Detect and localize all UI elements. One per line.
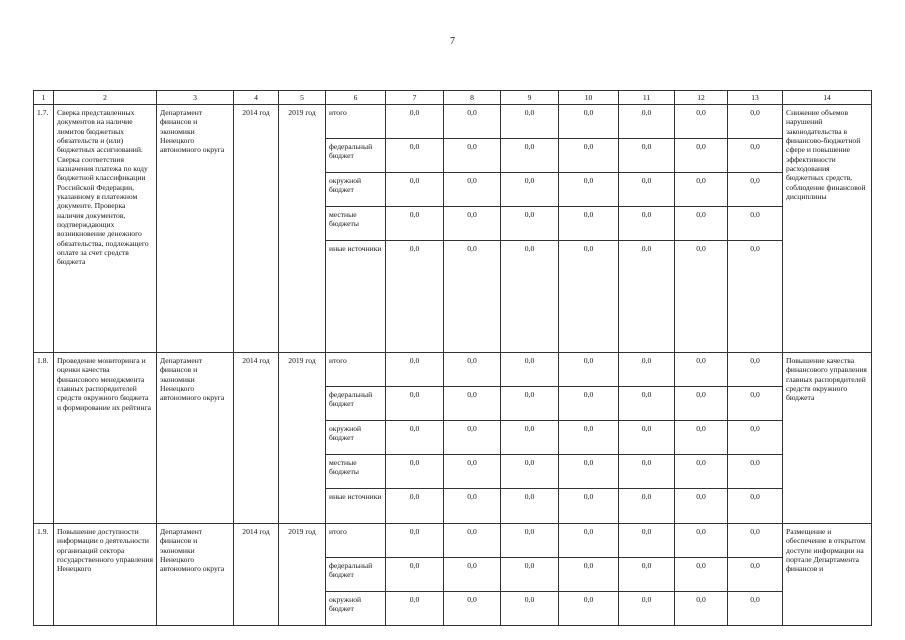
value-cell: 0,0 bbox=[675, 455, 728, 489]
value-cell: 0,0 bbox=[728, 353, 783, 387]
value-cell: 0,0 bbox=[728, 592, 783, 626]
value-cell: 0,0 bbox=[559, 455, 619, 489]
value-cell: 0,0 bbox=[675, 524, 728, 558]
value-cell: 0,0 bbox=[559, 241, 619, 353]
value-cell: 0,0 bbox=[386, 105, 444, 139]
value-cell: 0,0 bbox=[728, 207, 783, 241]
row-index: 1.9. bbox=[34, 524, 54, 626]
value-cell: 0,0 bbox=[444, 558, 501, 592]
end-year: 2019 год bbox=[279, 353, 326, 524]
activity-description: Проведение мониторинга и оценки качества финансового менеджмента главных распорядителей средств окружного бюджета и формирование их рейтинга bbox=[54, 353, 157, 524]
value-cell: 0,0 bbox=[559, 489, 619, 524]
value-cell: 0,0 bbox=[559, 173, 619, 207]
table-header bbox=[34, 91, 872, 105]
start-year: 2014 год bbox=[234, 105, 279, 353]
executor-cell: Департамент финансов и экономики Ненецкого автономного округа bbox=[157, 524, 234, 626]
column-header-14: 14 bbox=[783, 91, 872, 105]
value-cell: 0,0 bbox=[444, 173, 501, 207]
funding-source: иные источники bbox=[326, 489, 386, 524]
executor-cell: Департамент финансов и экономики Ненецкого автономного округа bbox=[157, 353, 234, 524]
expected-result: Размещение и обеспечение в открытом доступе информации на портале Департамента финансов и bbox=[783, 524, 872, 626]
value-cell: 0,0 bbox=[444, 421, 501, 455]
value-cell: 0,0 bbox=[501, 241, 559, 353]
value-cell: 0,0 bbox=[386, 139, 444, 173]
funding-source: итого bbox=[326, 524, 386, 558]
value-cell: 0,0 bbox=[619, 105, 675, 139]
column-header-13: 13 bbox=[728, 91, 783, 105]
row-index: 1.7. bbox=[34, 105, 54, 353]
row-index: 1.8. bbox=[34, 353, 54, 524]
column-header-3: 3 bbox=[157, 91, 234, 105]
value-cell: 0,0 bbox=[675, 558, 728, 592]
column-header-5: 5 bbox=[279, 91, 326, 105]
value-cell: 0,0 bbox=[501, 558, 559, 592]
funding-source: местные бюджеты bbox=[326, 455, 386, 489]
value-cell: 0,0 bbox=[559, 105, 619, 139]
value-cell: 0,0 bbox=[559, 353, 619, 387]
program-activities-table bbox=[33, 90, 872, 626]
value-cell: 0,0 bbox=[444, 387, 501, 421]
activity-description: Повышение доступности информации о деятельности организаций сектора государственного управления Ненецкого bbox=[54, 524, 157, 626]
table-body bbox=[34, 105, 872, 626]
value-cell: 0,0 bbox=[501, 139, 559, 173]
funding-source: федеральный бюджет bbox=[326, 387, 386, 421]
value-cell: 0,0 bbox=[675, 353, 728, 387]
value-cell: 0,0 bbox=[444, 489, 501, 524]
value-cell: 0,0 bbox=[444, 353, 501, 387]
table-row bbox=[34, 105, 872, 139]
column-header-2: 2 bbox=[54, 91, 157, 105]
value-cell: 0,0 bbox=[728, 241, 783, 353]
value-cell: 0,0 bbox=[728, 421, 783, 455]
value-cell: 0,0 bbox=[619, 173, 675, 207]
value-cell: 0,0 bbox=[728, 455, 783, 489]
column-header-8: 8 bbox=[444, 91, 501, 105]
table-row bbox=[34, 524, 872, 558]
value-cell: 0,0 bbox=[675, 421, 728, 455]
value-cell: 0,0 bbox=[501, 489, 559, 524]
end-year: 2019 год bbox=[279, 105, 326, 353]
value-cell: 0,0 bbox=[501, 421, 559, 455]
column-header-9: 9 bbox=[501, 91, 559, 105]
value-cell: 0,0 bbox=[559, 139, 619, 173]
value-cell: 0,0 bbox=[675, 387, 728, 421]
value-cell: 0,0 bbox=[675, 592, 728, 626]
value-cell: 0,0 bbox=[386, 592, 444, 626]
value-cell: 0,0 bbox=[501, 455, 559, 489]
value-cell: 0,0 bbox=[501, 105, 559, 139]
value-cell: 0,0 bbox=[619, 558, 675, 592]
value-cell: 0,0 bbox=[386, 558, 444, 592]
value-cell: 0,0 bbox=[675, 241, 728, 353]
value-cell: 0,0 bbox=[501, 173, 559, 207]
value-cell: 0,0 bbox=[444, 241, 501, 353]
value-cell: 0,0 bbox=[619, 489, 675, 524]
value-cell: 0,0 bbox=[559, 421, 619, 455]
value-cell: 0,0 bbox=[386, 241, 444, 353]
value-cell: 0,0 bbox=[619, 455, 675, 489]
column-header-4: 4 bbox=[234, 91, 279, 105]
column-header-12: 12 bbox=[675, 91, 728, 105]
value-cell: 0,0 bbox=[619, 353, 675, 387]
value-cell: 0,0 bbox=[501, 387, 559, 421]
value-cell: 0,0 bbox=[386, 524, 444, 558]
funding-source: иные источники bbox=[326, 241, 386, 353]
value-cell: 0,0 bbox=[619, 241, 675, 353]
value-cell: 0,0 bbox=[444, 592, 501, 626]
value-cell: 0,0 bbox=[386, 387, 444, 421]
value-cell: 0,0 bbox=[444, 207, 501, 241]
expected-result: Повышение качества финансового управления главных распорядителей средств окружного бюджета bbox=[783, 353, 872, 524]
value-cell: 0,0 bbox=[444, 524, 501, 558]
value-cell: 0,0 bbox=[386, 489, 444, 524]
column-header-6: 6 bbox=[326, 91, 386, 105]
value-cell: 0,0 bbox=[386, 353, 444, 387]
funding-source: местные бюджеты bbox=[326, 207, 386, 241]
executor-cell: Департамент финансов и экономики Ненецкого автономного округа bbox=[157, 105, 234, 353]
value-cell: 0,0 bbox=[728, 139, 783, 173]
value-cell: 0,0 bbox=[619, 207, 675, 241]
value-cell: 0,0 bbox=[675, 489, 728, 524]
funding-source: федеральный бюджет bbox=[326, 558, 386, 592]
table-row bbox=[34, 353, 872, 387]
value-cell: 0,0 bbox=[675, 139, 728, 173]
value-cell: 0,0 bbox=[559, 558, 619, 592]
funding-source: окружной бюджет bbox=[326, 173, 386, 207]
value-cell: 0,0 bbox=[501, 353, 559, 387]
value-cell: 0,0 bbox=[675, 207, 728, 241]
value-cell: 0,0 bbox=[675, 105, 728, 139]
value-cell: 0,0 bbox=[728, 489, 783, 524]
start-year: 2014 год bbox=[234, 524, 279, 626]
funding-source: итого bbox=[326, 105, 386, 139]
value-cell: 0,0 bbox=[619, 139, 675, 173]
column-header-7: 7 bbox=[386, 91, 444, 105]
column-header-10: 10 bbox=[559, 91, 619, 105]
page-number: 7 bbox=[450, 36, 455, 47]
funding-source: окружной бюджет bbox=[326, 592, 386, 626]
value-cell: 0,0 bbox=[728, 173, 783, 207]
value-cell: 0,0 bbox=[444, 139, 501, 173]
start-year: 2014 год bbox=[234, 353, 279, 524]
value-cell: 0,0 bbox=[501, 524, 559, 558]
value-cell: 0,0 bbox=[728, 105, 783, 139]
value-cell: 0,0 bbox=[386, 421, 444, 455]
value-cell: 0,0 bbox=[559, 524, 619, 558]
funding-source: итого bbox=[326, 353, 386, 387]
value-cell: 0,0 bbox=[728, 558, 783, 592]
column-header-11: 11 bbox=[619, 91, 675, 105]
value-cell: 0,0 bbox=[619, 421, 675, 455]
value-cell: 0,0 bbox=[619, 592, 675, 626]
funding-source: федеральный бюджет bbox=[326, 139, 386, 173]
value-cell: 0,0 bbox=[675, 173, 728, 207]
value-cell: 0,0 bbox=[619, 524, 675, 558]
value-cell: 0,0 bbox=[444, 105, 501, 139]
value-cell: 0,0 bbox=[386, 455, 444, 489]
value-cell: 0,0 bbox=[559, 387, 619, 421]
value-cell: 0,0 bbox=[386, 207, 444, 241]
value-cell: 0,0 bbox=[728, 387, 783, 421]
expected-result: Снижение объемов нарушений законодательства в финансово-бюджетной сфере и повышение эффективности расходования бюджетных средств, соблюдение финансовой дисциплины bbox=[783, 105, 872, 353]
value-cell: 0,0 bbox=[501, 207, 559, 241]
value-cell: 0,0 bbox=[559, 207, 619, 241]
activity-description: Сверка представленных документов на наличие лимитов бюджетных обязательств и (или) бюджетных ассигнований. Сверка соответствия назначения платежа по коду бюджетной классификации Российской Федерации, указанному в платежном документе. Проверка наличия документов, подтверждающих возникновение денежного обязательства, подлежащего оплате за счет средств бюджета bbox=[54, 105, 157, 353]
end-year: 2019 год bbox=[279, 524, 326, 626]
funding-source: окружной бюджет bbox=[326, 421, 386, 455]
value-cell: 0,0 bbox=[728, 524, 783, 558]
value-cell: 0,0 bbox=[444, 455, 501, 489]
value-cell: 0,0 bbox=[559, 592, 619, 626]
value-cell: 0,0 bbox=[619, 387, 675, 421]
value-cell: 0,0 bbox=[501, 592, 559, 626]
value-cell: 0,0 bbox=[386, 173, 444, 207]
column-header-1: 1 bbox=[34, 91, 54, 105]
